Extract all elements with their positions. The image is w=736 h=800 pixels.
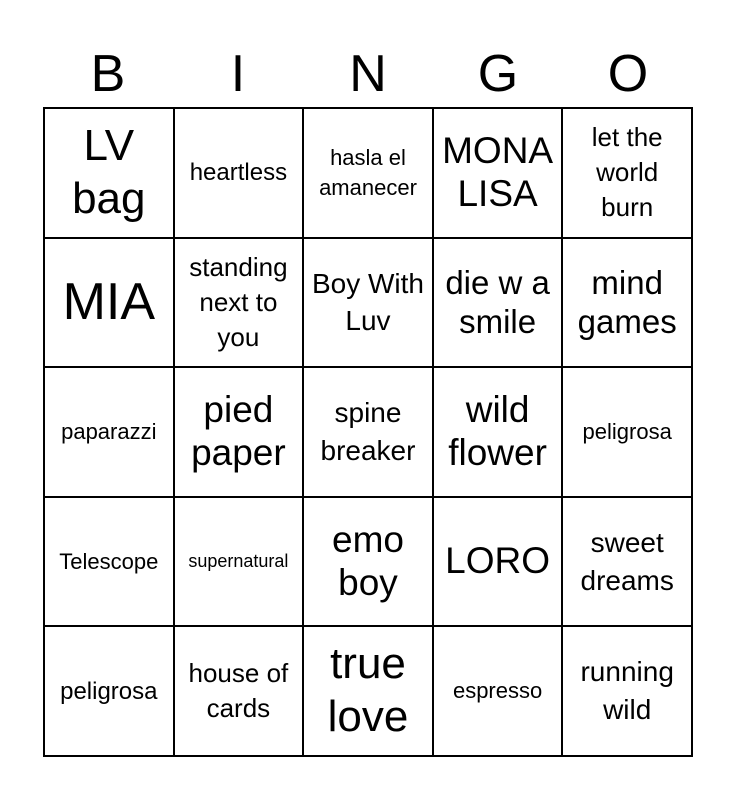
header-letter-b: B: [90, 45, 126, 103]
bingo-cell[interactable]: running wild: [562, 626, 692, 756]
bingo-cell[interactable]: die w a smile: [433, 238, 563, 368]
bingo-cell[interactable]: hasla el amanecer: [303, 108, 433, 238]
bingo-cell[interactable]: MONA LISA: [433, 108, 563, 238]
bingo-cell[interactable]: peligrosa: [562, 367, 692, 497]
bingo-cell[interactable]: LV bag: [44, 108, 174, 238]
bingo-cell[interactable]: MIA: [44, 238, 174, 368]
bingo-cell[interactable]: standing next to you: [174, 238, 304, 368]
bingo-cell[interactable]: espresso: [433, 626, 563, 756]
bingo-header: [43, 40, 693, 108]
bingo-cell[interactable]: house of cards: [174, 626, 304, 756]
bingo-cell[interactable]: emo boy: [303, 497, 433, 627]
header-letter-g: G: [477, 45, 519, 103]
header-letter-i: I: [230, 45, 246, 103]
bingo-cell[interactable]: Boy With Luv: [303, 238, 433, 368]
bingo-cell[interactable]: Telescope: [44, 497, 174, 627]
bingo-cell[interactable]: pied paper: [174, 367, 304, 497]
bingo-cell[interactable]: supernatural: [174, 497, 304, 627]
bingo-cell[interactable]: wild flower: [433, 367, 563, 497]
bingo-cell[interactable]: sweet dreams: [562, 497, 692, 627]
bingo-cell[interactable]: spine breaker: [303, 367, 433, 497]
bingo-cell[interactable]: paparazzi: [44, 367, 174, 497]
bingo-cell[interactable]: LORO: [433, 497, 563, 627]
header-letter-o: O: [607, 45, 649, 103]
bingo-cell[interactable]: true love: [303, 626, 433, 756]
bingo-cell[interactable]: let the world burn: [562, 108, 692, 238]
header-letter-n: N: [349, 45, 387, 103]
bingo-board: [43, 107, 693, 757]
bingo-cell[interactable]: peligrosa: [44, 626, 174, 756]
bingo-cell[interactable]: heartless: [174, 108, 304, 238]
bingo-cell[interactable]: mind games: [562, 238, 692, 368]
